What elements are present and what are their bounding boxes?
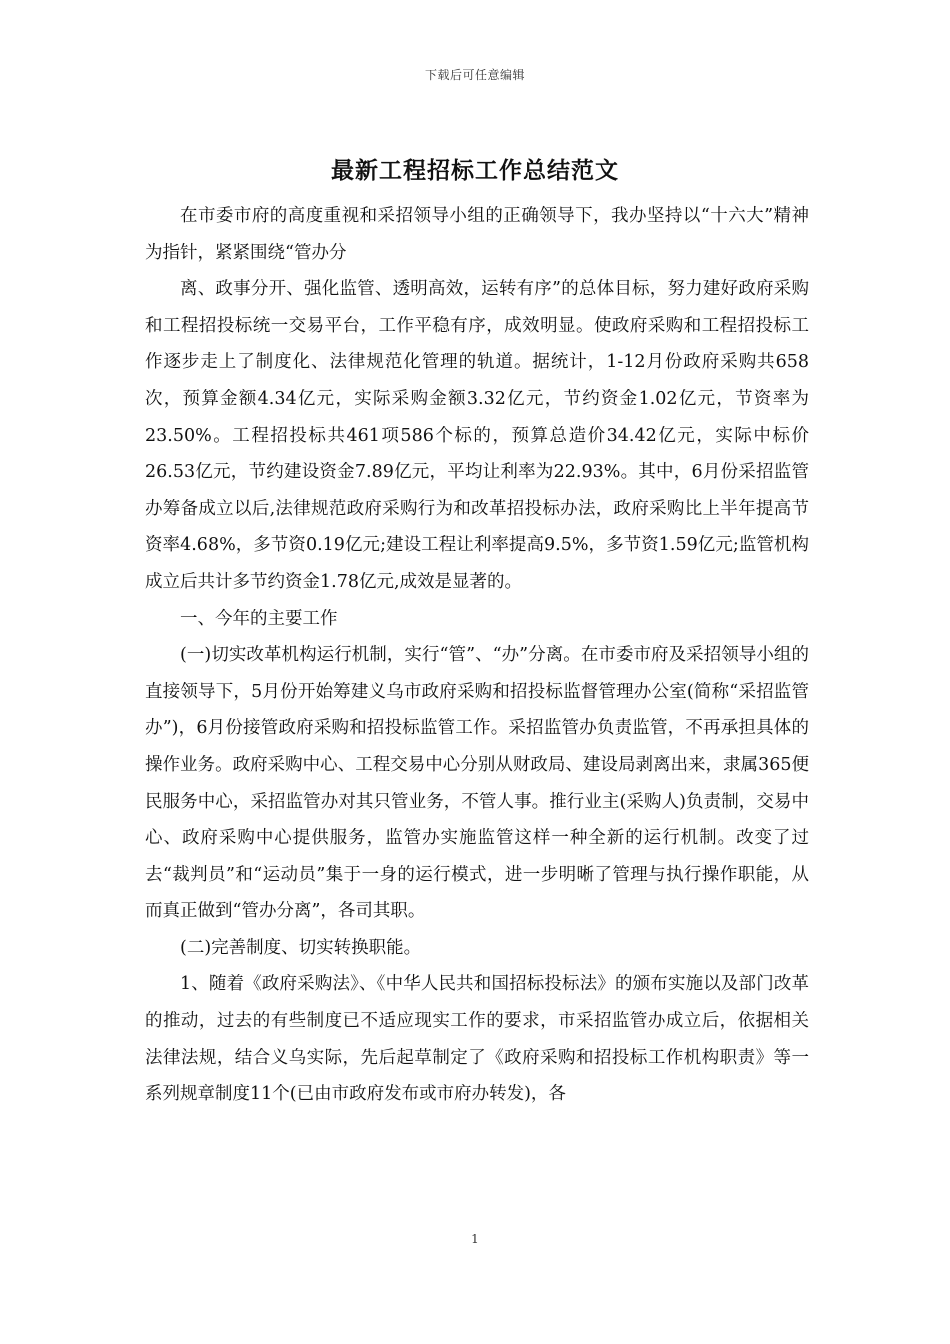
document-title: 最新工程招标工作总结范文: [331, 157, 619, 184]
page-number: 1: [471, 1232, 479, 1246]
paragraph-regulations: 1、随着《政府采购法》、《中华人民共和国招标投标法》的颁布实施以及部门改革的推动，过去的有些制度已不适应现实工作的要求，市采招监管办成立后，依据相关法律法规，结合义乌实际，先后起草制定了《政府采购和招投标工作机构职责》等一系列规章制度11个(已由市政府发布或市府办转发)，各: [145, 974, 809, 1105]
subheading-system-improvement: (二)完善制度、切实转换职能。: [180, 937, 422, 958]
section-heading-main-work: 一、今年的主要工作: [180, 608, 338, 629]
paragraph-intro: 在市委市府的高度重视和采招领导小组的正确领导下，我办坚持以“十六大”精神为指针，紧紧围绕“管办分: [145, 206, 809, 263]
paragraph-mechanism-reform: (一)切实改革机构运行机制，实行“管”、“办”分离。在市委市府及采招领导小组的直接领导下，5月份开始筹建义乌市政府采购和招投标监督管理办公室(简称“采招监管办”)，6月份接管政府采购和招投标监管工作。采招监管办负责监管，不再承担具体的操作业务。政府采购中心、工程交易中心分别从财政局、建设局剥离出来，隶属365便民服务中心，采招监管办对其只管业务，不管人事。推行业主(采购人)负责制，交易中心、政府采购中心提供服务，监管办实施监管这样一种全新的运行机制。改变了过去“裁判员”和“运动员”集于一身的运行模式，进一步明晰了管理与执行操作职能，从而真正做到“管办分离”，各司其职。: [145, 645, 809, 922]
paragraph-summary: 离、政事分开、强化监管、透明高效，运转有序”的总体目标，努力建好政府采购和工程招投标统一交易平台，工作平稳有序，成效明显。使政府采购和工程招投标工作逐步走上了制度化、法律规范化管理的轨道。据统计，1-12月份政府采购共658次，预算金额4.34亿元，实际采购金额3.32亿元，节约资金1.02亿元，节资率为23.50%。工程招投标共461项586个标的，预算总造价34.42亿元，实际中标价26.53亿元，节约建设资金7.89亿元，平均让利率为22.93%。其中，6月份采招监管办筹备成立以后,法律规范政府采购行为和改革招投标办法，政府采购比上半年提高节资率4.68%，多节资0.19亿元;建设工程让利率提高9.5%，多节资1.59亿元;监管机构成立后共计多节约资金1.78亿元,成效是显著的。: [145, 279, 809, 592]
header-note: 下载后可任意编辑: [424, 68, 525, 82]
document-body: [145, 198, 809, 1113]
